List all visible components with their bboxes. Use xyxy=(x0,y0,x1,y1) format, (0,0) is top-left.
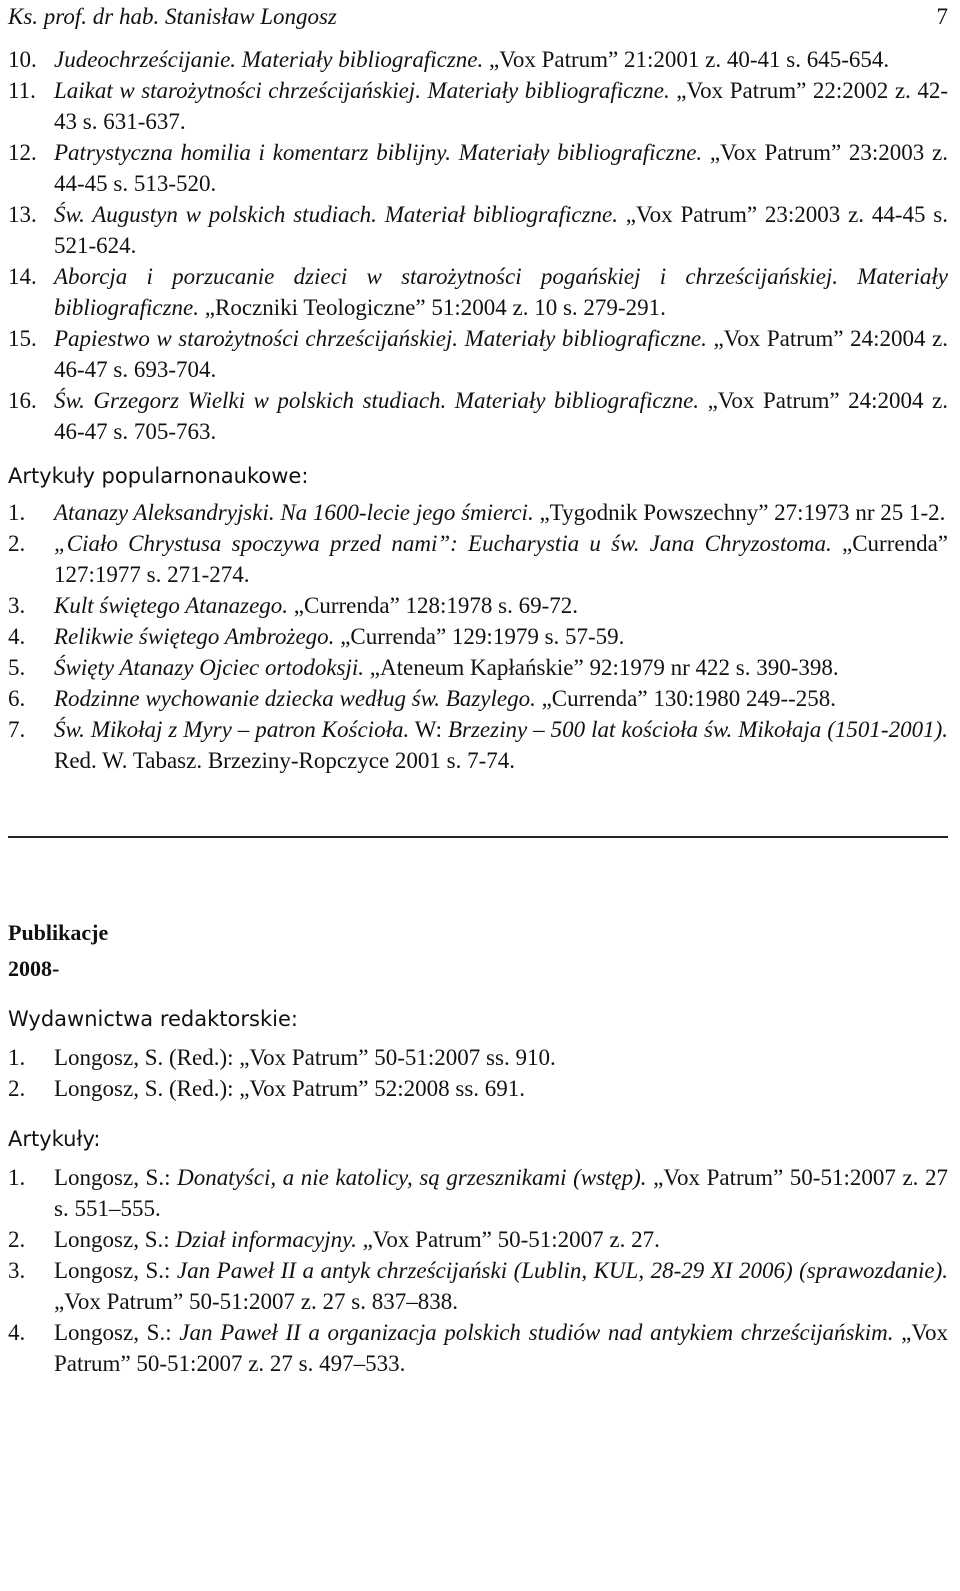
item-title: Św. Augustyn w polskich studiach. Materiał bibliograficzne. xyxy=(54,202,619,227)
item-title: „Ciało Chrystusa spoczywa przed nami”: Eucharystia u św. Jana Chryzostoma. xyxy=(54,531,832,556)
list-item xyxy=(8,44,948,75)
publications-period: 2008- xyxy=(8,956,60,981)
item-citation: Red. W. Tabasz. Brzeziny-Ropczyce 2001 s. 7-74. xyxy=(54,748,516,773)
running-header xyxy=(8,2,948,32)
item-citation: „Ateneum Kapłańskie” 92:1979 nr 422 s. 390-398. xyxy=(364,655,839,680)
item-citation: „Vox Patrum” 23:2003 z. 44-45 s. 513-520. xyxy=(54,140,948,196)
item-citation: „Vox Patrum” 50-51:2007 z. 27 s. 837–838. xyxy=(54,1289,458,1314)
item-title: Kult świętego Atanazego. xyxy=(54,593,289,618)
list-item xyxy=(8,621,948,652)
item-number: 1. xyxy=(8,500,26,525)
list-item xyxy=(8,1224,948,1255)
bibliographic-list-continued xyxy=(8,44,948,447)
item-title: Aborcja i porzucanie dzieci w starożytności pogańskiej i chrześcijańskiej. Materiały bibliograficzne. xyxy=(54,264,948,320)
list-item xyxy=(8,199,948,261)
item-title: Relikwie świętego Ambrożego. xyxy=(54,624,335,649)
list-item xyxy=(8,683,948,714)
page-number: 7 xyxy=(936,4,948,29)
list-item xyxy=(8,528,948,590)
list-item xyxy=(8,137,948,199)
list-item xyxy=(8,714,948,776)
item-title: Patrystyczna homilia i komentarz biblijny. Materiały bibliograficzne. xyxy=(54,140,703,165)
document-page xyxy=(8,0,948,1379)
item-number: 2. xyxy=(8,1076,26,1101)
item-citation: Longosz, S. (Red.): „Vox Patrum” 52:2008 ss. 691. xyxy=(54,1076,526,1101)
item-number: 2. xyxy=(8,531,26,556)
item-citation: „Vox Patrum” 50-51:2007 z. 27 s. 497–533. xyxy=(54,1320,948,1376)
item-number: 5. xyxy=(8,655,26,680)
item-citation: „Vox Patrum” 50-51:2007 z. 27. xyxy=(356,1227,660,1252)
item-citation: „Currenda” 128:1978 s. 69-72. xyxy=(288,593,579,618)
item-number: 6. xyxy=(8,686,26,711)
item-number: 11. xyxy=(8,78,36,103)
list-item xyxy=(8,385,948,447)
item-author: Longosz, S.: xyxy=(54,1227,176,1252)
item-title: Atanazy Aleksandryjski. Na 1600-lecie jego śmierci. xyxy=(54,500,534,525)
item-citation: „Vox Patrum” 24:2004 z. 46-47 s. 693-704. xyxy=(54,326,948,382)
item-number: 1. xyxy=(8,1165,26,1190)
publications-heading: Publikacje xyxy=(8,920,109,945)
item-citation: „Vox Patrum” 23:2003 z. 44-45 s. 521-624. xyxy=(54,202,948,258)
item-citation: „Currenda” 127:1977 s. 271-274. xyxy=(54,531,948,587)
item-title: Święty Atanazy Ojciec ortodoksji. xyxy=(54,655,365,680)
item-title: Judeochrześcijanie. Materiały bibliograficzne. xyxy=(54,47,484,72)
item-title: Jan Paweł II a organizacja polskich studiów nad antykiem chrześcijańskim. xyxy=(179,1320,894,1345)
section-heading-editorial: Wydawnictwa redaktorskie: xyxy=(8,1007,298,1031)
list-item xyxy=(8,652,948,683)
item-author: Longosz, S.: xyxy=(54,1165,178,1190)
item-number: 1. xyxy=(8,1045,26,1070)
articles-list xyxy=(8,1162,948,1379)
item-number: 16. xyxy=(8,388,37,413)
popular-articles-list xyxy=(8,497,948,776)
item-number: 3. xyxy=(8,593,26,618)
item-number: 7. xyxy=(8,717,26,742)
item-citation: „Tygodnik Powszechny” 27:1973 nr 25 1-2. xyxy=(533,500,946,525)
list-item xyxy=(8,1162,948,1224)
item-citation: „Roczniki Teologiczne” 51:2004 z. 10 s. 279-291. xyxy=(199,295,666,320)
item-number: 4. xyxy=(8,1320,26,1345)
item-number: 4. xyxy=(8,624,26,649)
item-number: 12. xyxy=(8,140,37,165)
item-title: Jan Paweł II a antyk chrześcijański (Lublin, KUL, 28-29 XI 2006) (sprawozdanie). xyxy=(176,1258,949,1283)
item-citation: „Currenda” 129:1979 s. 57-59. xyxy=(334,624,625,649)
item-citation: W: xyxy=(409,717,448,742)
item-title: Św. Grzegorz Wielki w polskich studiach. Materiały bibliograficzne. xyxy=(54,388,700,413)
list-item xyxy=(8,323,948,385)
item-title: Rodzinne wychowanie dziecka według św. Bazylego. xyxy=(54,686,536,711)
item-citation: „Vox Patrum” 24:2004 z. 46-47 s. 705-763. xyxy=(54,388,948,444)
item-author: Longosz, S.: xyxy=(54,1320,180,1345)
item-number: 3. xyxy=(8,1258,26,1283)
item-author: Longosz, S.: xyxy=(54,1258,177,1283)
list-item xyxy=(8,1073,948,1104)
list-item xyxy=(8,590,948,621)
item-number: 2. xyxy=(8,1227,26,1252)
list-item xyxy=(8,1255,948,1317)
header-author: Ks. prof. dr hab. Stanisław Longosz xyxy=(8,4,337,29)
list-item xyxy=(8,1042,948,1073)
item-citation: Longosz, S. (Red.): „Vox Patrum” 50-51:2007 ss. 910. xyxy=(54,1045,556,1070)
item-title: Dział informacyjny. xyxy=(175,1227,357,1252)
list-item xyxy=(8,75,948,137)
item-citation: „Currenda” 130:1980 249--258. xyxy=(535,686,837,711)
item-citation: „Vox Patrum” 21:2001 z. 40-41 s. 645-654. xyxy=(483,47,890,72)
editorial-list xyxy=(8,1042,948,1104)
list-item xyxy=(8,1317,948,1379)
item-number: 14. xyxy=(8,264,37,289)
list-item xyxy=(8,261,948,323)
item-title: Donatyści, a nie katolicy, są grzesznikami (wstęp). xyxy=(177,1165,647,1190)
section-heading-popular: Artykuły popularnonaukowe: xyxy=(8,464,309,488)
item-book-title: Brzeziny – 500 lat kościoła św. Mikołaja (1501-2001). xyxy=(447,717,948,742)
item-citation: „Vox Patrum” 50-51:2007 z. 27 s. 551–555. xyxy=(54,1165,948,1221)
item-number: 15. xyxy=(8,326,37,351)
item-number: 10. xyxy=(8,47,37,72)
item-citation: „Vox Patrum” 22:2002 z. 42-43 s. 631-637. xyxy=(54,78,949,134)
item-title: Laikat w starożytności chrześcijańskiej. Materiały bibliograficzne. xyxy=(54,78,670,103)
list-item xyxy=(8,497,948,528)
item-title: Papiestwo w starożytności chrześcijańskiej. Materiały bibliograficzne. xyxy=(54,326,707,351)
item-number: 13. xyxy=(8,202,37,227)
item-title: Św. Mikołaj z Myry – patron Kościoła. xyxy=(54,717,410,742)
section-heading-articles: Artykuły: xyxy=(8,1127,101,1151)
